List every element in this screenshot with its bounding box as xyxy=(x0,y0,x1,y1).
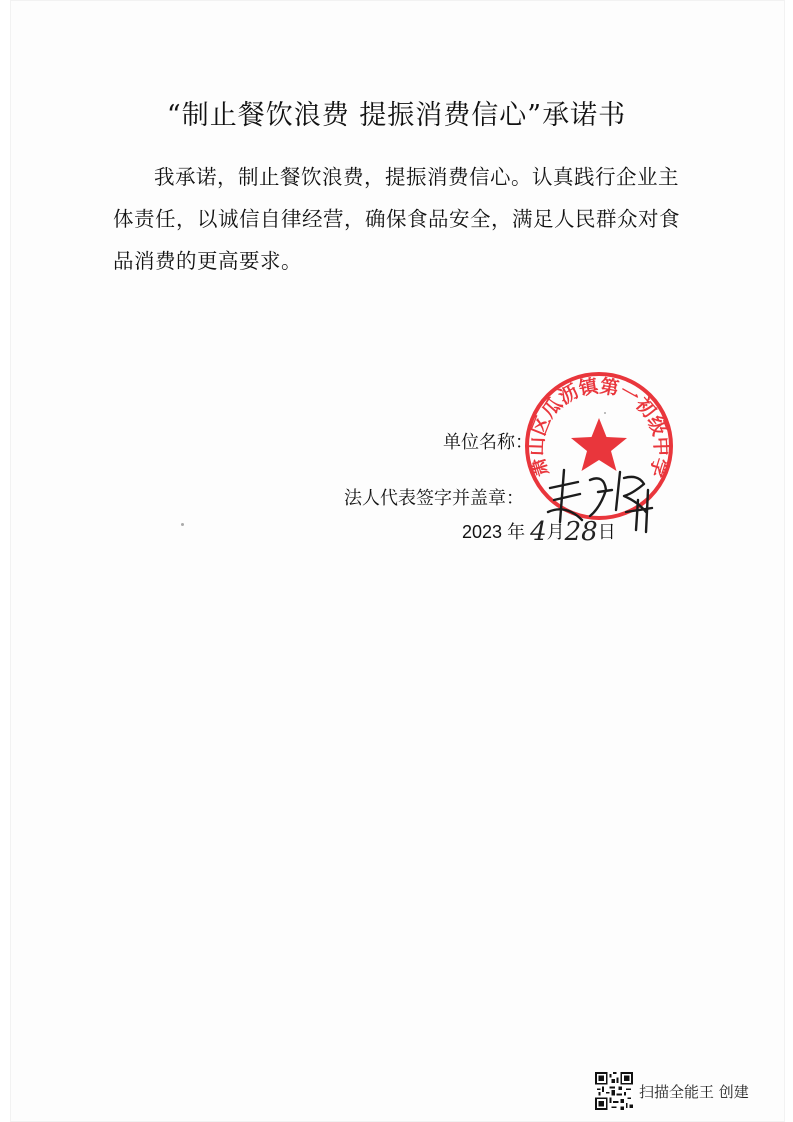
scan-speck xyxy=(181,523,184,526)
qr-code-icon xyxy=(595,1072,633,1110)
legal-representative-signature-label: 法人代表签字并盖章： xyxy=(344,488,524,509)
scan-speck xyxy=(604,412,606,414)
scanner-watermark-text: 扫描全能王 创建 xyxy=(639,1082,749,1101)
handwritten-signature xyxy=(520,450,660,535)
date-month-unit: 月 xyxy=(546,522,565,543)
date-day-handwritten: 28 xyxy=(564,517,598,547)
date-month-handwritten: 4 xyxy=(530,517,547,547)
date-day-unit: 日 xyxy=(597,522,616,543)
pledge-body: 我承诺，制止餐饮浪费，提振消费信心。认真践行企业主体责任，以诚信自律经营，确保食品安全，满足人民群众对食品消费的更高要求。 xyxy=(113,165,680,273)
date-year-unit: 年 xyxy=(507,522,526,543)
unit-name-label: 单位名称： xyxy=(443,432,533,453)
date-year: 2023 xyxy=(462,522,503,542)
document-title: “制止餐饮浪费 提振消费信心”承诺书 xyxy=(166,100,627,131)
scanner-watermark xyxy=(595,1071,749,1111)
seal-arc-text: 萧山区瓜沥镇第一初级中学 xyxy=(525,375,673,480)
